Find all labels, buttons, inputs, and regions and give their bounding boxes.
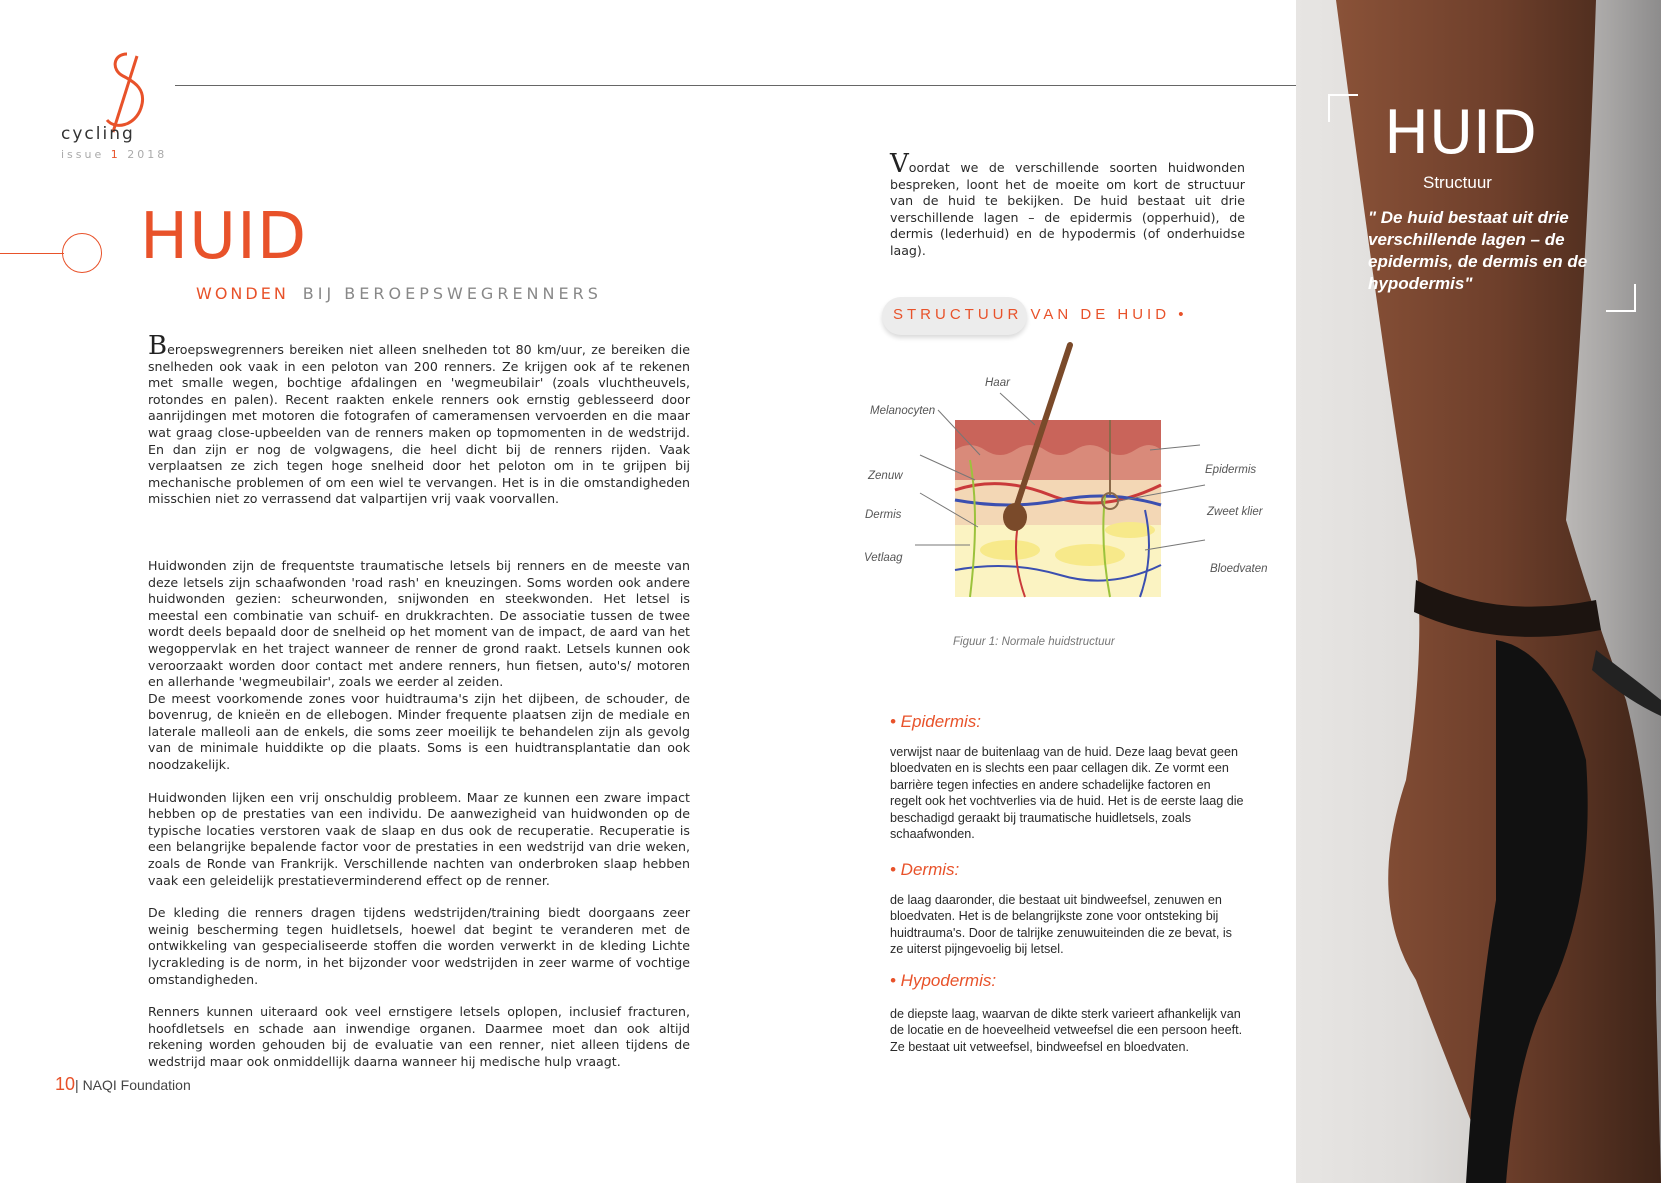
section-heading: STRUCTUUR VAN DE HUID • — [893, 306, 1188, 323]
issue-number: 1 — [110, 148, 121, 161]
paragraph-1-text: eroepswegrenners bereiken niet alleen snelheden tot 80 km/uur, ze bereiken die snelheden ook vaak in een peloton van 200 renners. Ze krijgen ook af te rekenen met smalle wegen, bochtige afdalingen en 'wegmeubilair' (zoals vluchtheuvels, rotondes en palen). Recent raakten enkele renners ook ernstig geblesseerd door aanrijdingen met motoren die fotografen of cameramensen vervoerden en die maar wat graag close-upbeelden van de renners maken op topmomenten in de wedstrijd. En dan zijn er nog de volgwagens, die heel dicht bij de renners rijden. Vaak verplaatsen ze zich tegen hoge snelheid door het peloton om in te grijpen bij mechanische problemen of om een wiel te vervangen. Het is in die omstandigheden misschien niet zo verrassend dat valpartijen vrij vaak voorvallen. — [148, 342, 690, 507]
intro-drop-cap: V — [890, 149, 909, 179]
article-left-column — [148, 331, 690, 1087]
decorative-circle-icon — [62, 233, 102, 273]
pull-quote: " De huid bestaat uit drie verschillende lagen – de epidermis, de dermis en de hypodermis" — [1368, 208, 1588, 293]
page-subtitle — [196, 284, 602, 303]
figure-caption: Figuur 1: Normale huidstructuur — [953, 636, 1115, 648]
logo-wordmark: cycling — [61, 124, 135, 144]
paragraph-5: De kleding die renners dragen tijdens wedstrijden/training biedt doorgaans zeer weinig bescherming tegen huidletsels, hoewel dat begint te veranderen met de ontwikkeling van gespecialiseerde stoffen die worden verwerkt in de kleding Lichte lycrakleding is de norm, in het bijzonder voor wedstrijden in zeer warme of vochtige omstandigheden. — [148, 905, 690, 987]
corner-bracket-top-left-icon — [1328, 94, 1358, 122]
corner-bracket-bottom-right-icon — [1606, 284, 1636, 312]
dermis-text: de laag daaronder, die bestaat uit bindweefsel, zenuwen en bloedvaten. Het is de belangrijkste zone voor ontsteking bij huidtrauma's. Door de talrijke zenuwuiteinden die ze bevat, is ze uiterst pijngevoelig bij letsel. — [890, 893, 1232, 957]
paragraph-6: Renners kunnen uiteraard ook veel ernstigere letsels oplopen, inclusief fracturen, hoofdletsels en schade aan inwendige organen. Daarmee moet dan ook altijd rekening worden gehouden bij de evaluatie van een renner, niet alleen tijdens de wedstrijd maar ook onmiddellijk daarna wanneer hij medische hulp vraagt. — [148, 1004, 690, 1069]
intro-paragraph — [890, 149, 1245, 260]
skin-structure-diagram — [860, 315, 1280, 635]
subtitle-rest: BIJ BEROEPSWEGRENNERS — [302, 284, 602, 303]
dermis-heading: • Dermis: — [890, 860, 960, 879]
label-vetlaag: Vetlaag — [864, 552, 903, 564]
decorative-line — [0, 253, 64, 254]
hypodermis-text: de diepste laag, waarvan de dikte sterk varieert afhankelijk van de locatie en de hoeveelheid vetweefsel die een persoon heeft. Ze bestaat uit vetweefsel, bindweefsel en bloedvaten. — [890, 1007, 1243, 1054]
page-footer — [55, 1074, 191, 1095]
paragraph-3: De meest voorkomende zones voor huidtrauma's zijn het dijbeen, de schouder, de bovenrug, de knieën en de ellebogen. Minder frequente plaatsen zijn de mediale en laterale malleoli aan de enkels, die soms zeer moeilijk te behandelen zijn als gevolg van de minimale huiddikte op die plaats. Soms is een huidtransplantatie dan ook noodzakelijk. — [148, 690, 690, 773]
epidermis-heading: • Epidermis: — [890, 712, 981, 731]
magazine-logo — [55, 50, 175, 162]
paragraph-1 — [148, 331, 690, 508]
intro-text: oordat we de verschillende soorten huidwonden bespreken, loont het de moeite om kort de structuur van de huid te bekijken. De huid bestaat uit drie verschillende lagen – de epidermis (opperhuid), de dermis (lederhuid) en de hypodermis (of onderhuidse laag). — [890, 160, 1245, 258]
page-number: 10 — [55, 1074, 76, 1094]
footer-separator: | — [75, 1077, 79, 1093]
photo-title: HUID — [1384, 98, 1537, 168]
footer-org: NAQI Foundation — [82, 1077, 191, 1093]
label-zweetklier: Zweet klier — [1207, 506, 1263, 518]
paragraph-2: Huidwonden zijn de frequentste traumatische letsels bij renners en de meeste van deze letsels zijn schaafwonden 'road rash' en kneuzingen. Soms worden ook andere huidwonden gezien: scheurwonden, snijwonden en steekwonden. Het letsel is meestal een combinatie van schuif- en drukkrachten. De associatie tussen de twee wordt deels bepaald door de snelheid op het moment van de impact, de aard van het wegoppervlak en het traject wanneer de renner de grond raakt. Letsels kunnen ook veroorzaakt worden door contact met andere renners, hun fietsen, auto's/ motoren en allerhande 'wegmeubilair', zoals we eerder al zeiden. — [148, 557, 690, 690]
issue-year: 2018 — [127, 148, 168, 161]
drop-cap: B — [148, 331, 168, 361]
label-melanocyten: Melanocyten — [870, 405, 936, 417]
paragraph-4: Huidwonden lijken een vrij onschuldig probleem. Maar ze kunnen een zware impact hebben op de prestaties van een individu. De aanwezigheid van huidwonden op de typische locaties verstoren vaak de slaap en dus ook de recuperatie. Recuperatie is een belangrijke bepalende factor voor de prestaties in een wedstrijd van drie weken, zoals de Ronde van Frankrijk. Verschillende nachten van onderbroken slaap hebben vaak een geleidelijk prestatieverminderend effect op de renner. — [148, 789, 690, 888]
label-haar: Haar — [985, 377, 1010, 389]
issue-text: issue — [61, 148, 105, 161]
label-bloedvaten: Bloedvaten — [1210, 563, 1268, 575]
photo-subtitle: Structuur — [1423, 173, 1492, 192]
top-divider — [175, 85, 1296, 86]
label-epidermis: Epidermis — [1205, 464, 1257, 476]
label-dermis: Dermis — [865, 509, 902, 521]
page-title: HUID — [140, 200, 308, 274]
label-zenuw: Zenuw — [868, 470, 903, 482]
epidermis-text: verwijst naar de buitenlaag van de huid. Deze laag bevat geen bloedvaten en is slechts een paar cellagen dik. Ze vormt een barrière tegen infecties en andere schadelijke factoren en regelt ook het vochtverlies via de huid. Het is de eerste laag die beschadigd geraakt bij traumatische huidletsels, zoals schaafwonden. — [890, 745, 1244, 842]
hypodermis-heading: • Hypodermis: — [890, 971, 997, 990]
issue-label — [61, 148, 167, 161]
subtitle-highlight: WONDEN — [196, 284, 289, 303]
cyclist-arm-photo — [1296, 0, 1661, 1183]
